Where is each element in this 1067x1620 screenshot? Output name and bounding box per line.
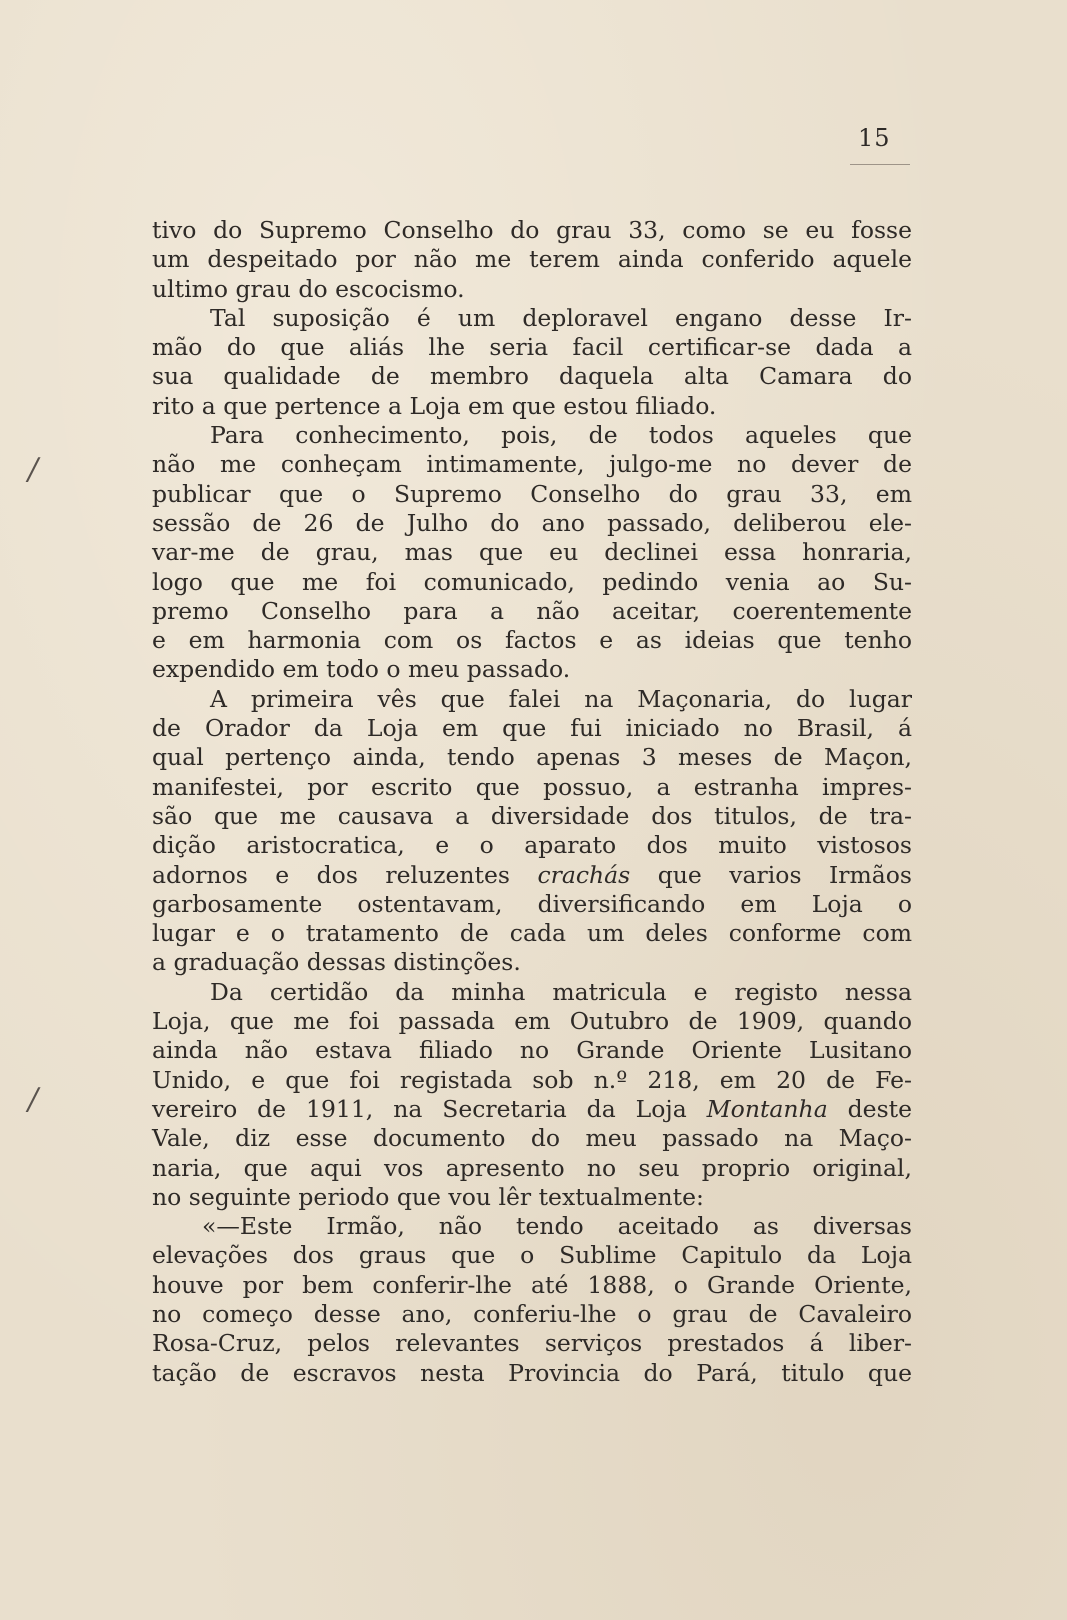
body-text bbox=[152, 216, 912, 1388]
text-line: Tal suposição é um deploravel engano desse Ir- bbox=[210, 303, 912, 332]
text-line: Unido, e que foi registada sob n.º 218, em 20 de Fe- bbox=[152, 1065, 912, 1094]
text-line: sessão de 26 de Julho do ano passado, deliberou ele- bbox=[152, 508, 912, 537]
text-line: lugar e o tratamento de cada um deles conforme com bbox=[152, 919, 912, 948]
text-line: mão do que aliás lhe seria facil certificar-se dada a bbox=[152, 333, 912, 362]
text-line: publicar que o Supremo Conselho do grau 33, em bbox=[152, 479, 912, 508]
text-line: expendido em todo o meu passado. bbox=[152, 655, 571, 684]
text-line: tivo do Supremo Conselho do grau 33, como se eu fosse bbox=[152, 216, 912, 244]
text-line: ainda não estava filiado no Grande Oriente Lusitano bbox=[152, 1036, 912, 1065]
text-line: são que me causava a diversidade dos titulos, de tra- bbox=[152, 801, 912, 830]
margin-mark-upper: / bbox=[28, 452, 39, 487]
text-line: Para conhecimento, pois, de todos aqueles que bbox=[210, 421, 912, 450]
page-number-rule bbox=[850, 164, 910, 165]
text-line: Rosa-Cruz, pelos relevantes serviços prestados á liber- bbox=[152, 1329, 912, 1358]
text-line: garbosamente ostentavam, diversificando em Loja o bbox=[152, 889, 912, 918]
text-line: rito a que pertence a Loja em que estou filiado. bbox=[152, 391, 717, 420]
text-line: a graduação dessas distinções. bbox=[152, 948, 521, 977]
margin-mark-lower: / bbox=[28, 1082, 39, 1117]
text-line: Loja, que me foi passada em Outubro de 1909, quando bbox=[152, 1007, 912, 1036]
text-line: Vale, diz esse documento do meu passado na Maço- bbox=[152, 1124, 912, 1153]
text-line: e em harmonia com os factos e as ideias que tenho bbox=[152, 626, 912, 655]
text-line: Da certidão da minha matricula e registo nessa bbox=[210, 977, 912, 1006]
text-line: premo Conselho para a não aceitar, coerentemente bbox=[152, 596, 912, 625]
text-line: no começo desse ano, conferiu-lhe o grau de Cavaleiro bbox=[152, 1299, 912, 1328]
text-line: dição aristocratica, e o aparato dos muito vistosos bbox=[152, 831, 912, 860]
text-line: «—Este Irmão, não tendo aceitado as diversas bbox=[202, 1212, 912, 1241]
text-line: adornos e dos reluzentes crachás que varios Irmãos bbox=[152, 860, 912, 889]
text-line: de Orador da Loja em que fui iniciado no Brasil, á bbox=[152, 714, 912, 743]
text-line: um despeitado por não me terem ainda conferido aquele bbox=[152, 245, 912, 274]
text-line: logo que me foi comunicado, pedindo venia ao Su- bbox=[152, 567, 912, 596]
text-line: manifestei, por escrito que possuo, a estranha impres- bbox=[152, 772, 912, 801]
page-number: 15 bbox=[858, 124, 891, 152]
text-line: elevações dos graus que o Sublime Capitulo da Loja bbox=[152, 1241, 912, 1270]
text-line: não me conheçam intimamente, julgo-me no dever de bbox=[152, 450, 912, 479]
text-line: no seguinte periodo que vou lêr textualmente: bbox=[152, 1182, 704, 1211]
text-line: tação de escravos nesta Provincia do Pará, titulo que bbox=[152, 1358, 912, 1387]
text-line: sua qualidade de membro daquela alta Camara do bbox=[152, 362, 912, 391]
text-line: A primeira vês que falei na Maçonaria, do lugar bbox=[210, 684, 912, 713]
text-line: houve por bem conferir-lhe até 1888, o Grande Oriente, bbox=[152, 1270, 912, 1299]
text-line: vereiro de 1911, na Secretaria da Loja Montanha deste bbox=[152, 1094, 912, 1123]
text-line: var-me de grau, mas que eu declinei essa honraria, bbox=[152, 538, 912, 567]
text-line: ultimo grau do escocismo. bbox=[152, 274, 465, 303]
text-line: naria, que aqui vos apresento no seu proprio original, bbox=[152, 1153, 912, 1182]
text-line: qual pertenço ainda, tendo apenas 3 meses de Maçon, bbox=[152, 743, 912, 772]
